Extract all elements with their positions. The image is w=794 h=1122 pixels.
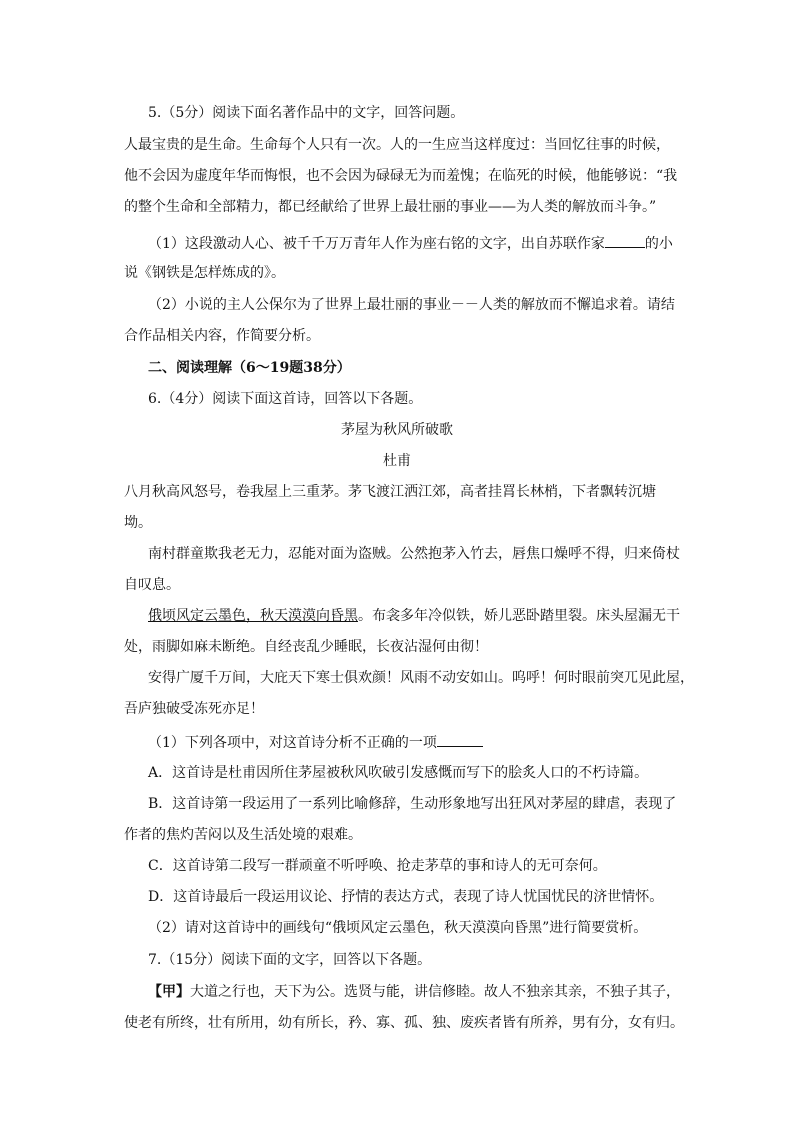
stanza3-text: 。布衾多年冷似铁，娇儿恶卧踏里裂。床头屋漏无干 (358, 608, 680, 624)
q5-header: 5.（5分）阅读下面名著作品中的文字，回答问题。 (148, 105, 465, 121)
stanza2-line-1: 南村群童欺我老无力，忍能对面为盗贼。公然抱茅入竹去，唇焦口燥呼不得，归来倚杖 (148, 546, 680, 562)
stanza4-line-1: 安得广厦千万间，大庇天下寒士俱欢颜！风雨不动安如山。呜呼！何时眼前突兀见此屋， (148, 670, 694, 686)
answer-blank[interactable] (605, 233, 645, 248)
option-b-line-1: B．这首诗第一段运用了一系列比喻修辞，生动形象地写出狂风对茅屋的肆虐，表现了 (148, 796, 677, 812)
stanza1-line-2: 坳。 (124, 515, 152, 531)
q6-sub1 (148, 732, 483, 752)
q6-sub2: （2）请对这首诗中的画线句“俄顷风定云墨色，秋天漠漠向昏黑”进行简要赏析。 (148, 920, 648, 936)
q5-sub1-line-1 (148, 233, 673, 253)
stanza3-line-2: 处，雨脚如麻未断绝。自经丧乱少睡眠，长夜沾湿何由彻！ (124, 639, 488, 655)
section-heading: 二、阅读理解（6～19题38分） (148, 360, 351, 376)
option-b-line-2: 作者的焦灼苦闷以及生活处境的艰难。 (124, 827, 362, 843)
underlined-verse: 俄顷风定云墨色，秋天漠漠向昏黑 (148, 608, 358, 624)
poem-author: 杜甫 (383, 453, 411, 469)
q5-sub1-line-2: 说《钢铁是怎样炼成的》。 (124, 265, 285, 281)
q7-header: 7.（15分）阅读下面的文字，回答以下各题。 (148, 952, 432, 968)
option-c: C．这首诗第二段写一群顽童不听呼唤、抢走茅草的事和诗人的无可奈何。 (148, 858, 607, 874)
q6-header: 6.（4分）阅读下面这首诗，回答以下各题。 (148, 391, 423, 407)
q5-sub2-line-1: （2）小说的主人公保尔为了世界上最壮丽的事业－－人类的解放而不懈追求着。请结 (148, 297, 675, 313)
poem-title: 茅屋为秋风所破歌 (341, 422, 453, 438)
jia-text: 大道之行也，天下为公。选贤与能，讲信修睦。故人不独亲其亲，不独子其子， (190, 984, 680, 1000)
q7-jia-line-2: 使老有所终，壮有所用，幼有所长，矜、寡、孤、独、废疾者皆有所养，男有分，女有归。 (124, 1015, 684, 1031)
jia-label: 【甲】 (148, 984, 190, 1000)
q5-passage-line-2: 他不会因为虚度年华而悔恨，也不会因为碌碌无为而羞愧；在临死的时候，他能够说：“我 (124, 168, 678, 184)
q6-sub1-text: （1）下列各项中，对这首诗分析不正确的一项 (148, 735, 437, 751)
stanza4-line-2: 吾庐独破受冻死亦足！ (124, 701, 264, 717)
stanza2-line-2: 自叹息。 (124, 577, 180, 593)
q7-jia-line-1 (148, 983, 680, 1001)
q5-sub1-text: （1）这段激动人心、被千千万万青年人作为座右铭的文字，出自苏联作家 (148, 236, 605, 252)
answer-blank[interactable] (437, 732, 483, 747)
q5-sub2-line-2: 合作品相关内容，作简要分析。 (124, 328, 320, 344)
stanza3-line-1 (148, 607, 680, 625)
q5-passage-line-3: 的整个生命和全部精力，都已经献给了世界上最壮丽的事业——为人类的解放而斗争。” (124, 199, 657, 215)
stanza1-line-1: 八月秋高风怒号，卷我屋上三重茅。茅飞渡江洒江郊，高者挂罥长林梢，下者飘转沉塘 (124, 484, 656, 500)
option-d: D．这首诗最后一段运用议论、抒情的表达方式，表现了诗人忧国忧民的济世情怀。 (148, 889, 664, 905)
q5-passage-line-1: 人最宝贵的是生命。生命每个人只有一次。人的一生应当这样度过：当回忆往事的时候， (124, 137, 670, 153)
q5-sub1-tail: 的小 (644, 236, 673, 252)
option-a: A．这首诗是杜甫因所住茅屋被秋风吹破引发感慨而写下的脍炙人口的不朽诗篇。 (148, 765, 649, 781)
